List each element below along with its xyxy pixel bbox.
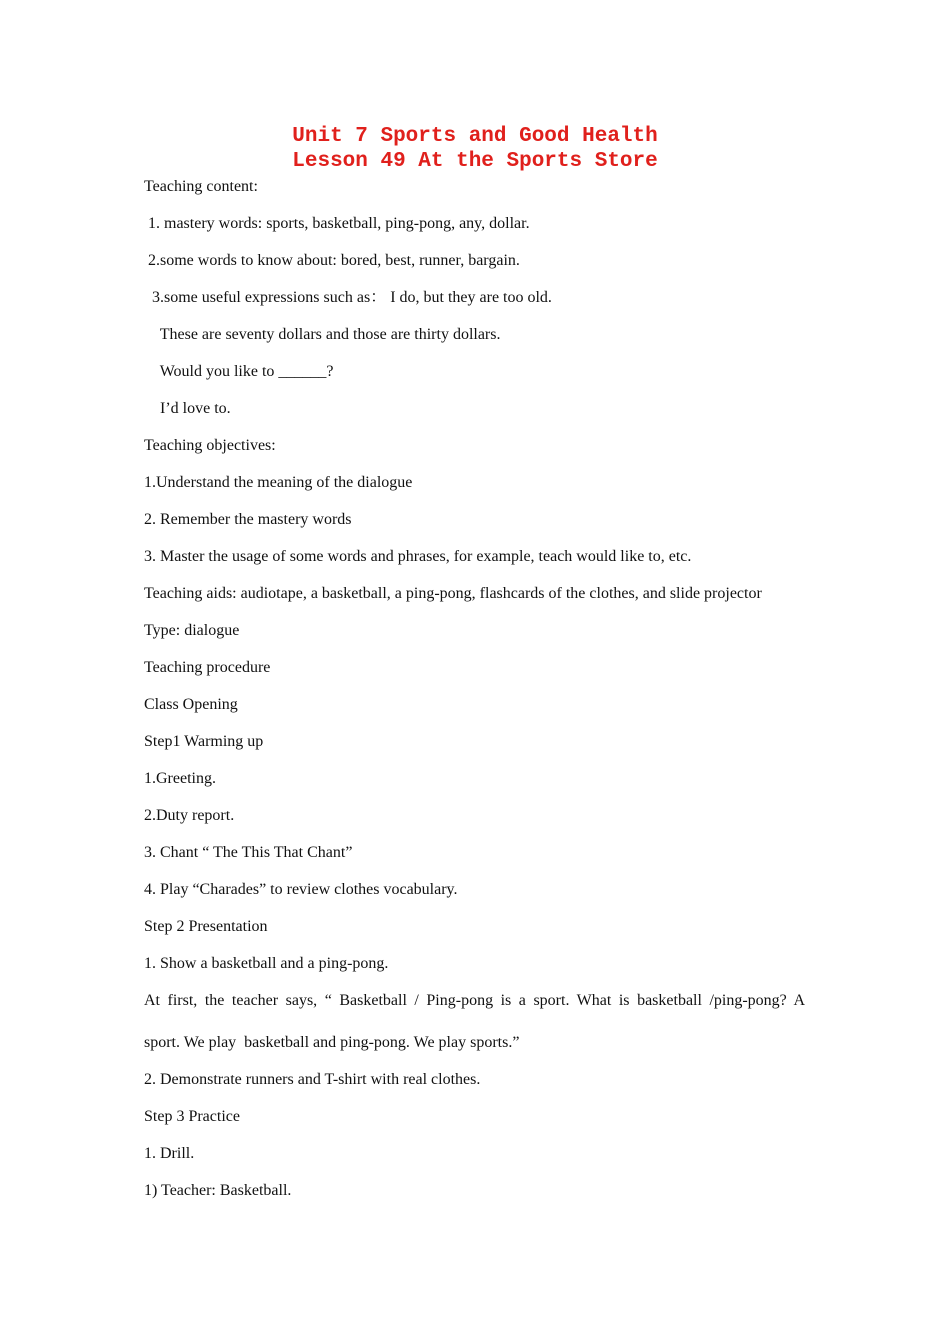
- teaching-aids: Teaching aids: audiotape, a basketball, a ping-pong, flashcards of the clothes, and slide projector: [144, 585, 762, 602]
- step-3-item-1: 1. Drill.: [144, 1145, 195, 1162]
- objective-1: 1.Understand the meaning of the dialogue: [144, 474, 413, 491]
- step-2-paragraph-line-2: sport. We play basketball and ping-pong. We play sports.”: [144, 1034, 520, 1051]
- content-item-3: 3.some useful expressions such as： I do, but they are too old.: [144, 289, 552, 306]
- step-1-heading: Step1 Warming up: [144, 733, 264, 750]
- objective-2: 2. Remember the mastery words: [144, 511, 352, 528]
- class-opening: Class Opening: [144, 696, 238, 713]
- heading-teaching-content: Teaching content:: [144, 178, 258, 195]
- step-1-item-1: 1.Greeting.: [144, 770, 216, 787]
- expression-line-2: Would you like to ______?: [144, 363, 334, 380]
- objective-3: 3. Master the usage of some words and phrases, for example, teach would like to, etc.: [144, 548, 692, 565]
- heading-teaching-objectives: Teaching objectives:: [144, 437, 276, 454]
- heading-teaching-procedure: Teaching procedure: [144, 659, 271, 676]
- step-3-drill-line-1: 1) Teacher: Basketball.: [144, 1182, 292, 1199]
- step-1-item-3: 3. Chant “ The This That Chant”: [144, 844, 353, 861]
- step-2-paragraph-line-1: At first, the teacher says, “ Basketball / Ping-pong is a sport. What is basketball /ping-pong? A: [144, 992, 805, 1009]
- step-1-item-2: 2.Duty report.: [144, 807, 235, 824]
- step-2-item-2: 2. Demonstrate runners and T-shirt with real clothes.: [144, 1071, 481, 1088]
- unit-title: Unit 7 Sports and Good Health: [292, 125, 658, 148]
- content-item-2: 2.some words to know about: bored, best, runner, bargain.: [144, 252, 520, 269]
- lesson-title: Lesson 49 At the Sports Store: [292, 150, 658, 173]
- expression-line-3: I’d love to.: [144, 400, 231, 417]
- step-3-heading: Step 3 Practice: [144, 1108, 240, 1125]
- content-item-1: 1. mastery words: sports, basketball, ping-pong, any, dollar.: [144, 215, 530, 232]
- lesson-type: Type: dialogue: [144, 622, 240, 639]
- step-1-item-4: 4. Play “Charades” to review clothes vocabulary.: [144, 881, 458, 898]
- step-2-heading: Step 2 Presentation: [144, 918, 268, 935]
- expression-line-1: These are seventy dollars and those are thirty dollars.: [144, 326, 501, 343]
- step-2-item-1: 1. Show a basketball and a ping-pong.: [144, 955, 389, 972]
